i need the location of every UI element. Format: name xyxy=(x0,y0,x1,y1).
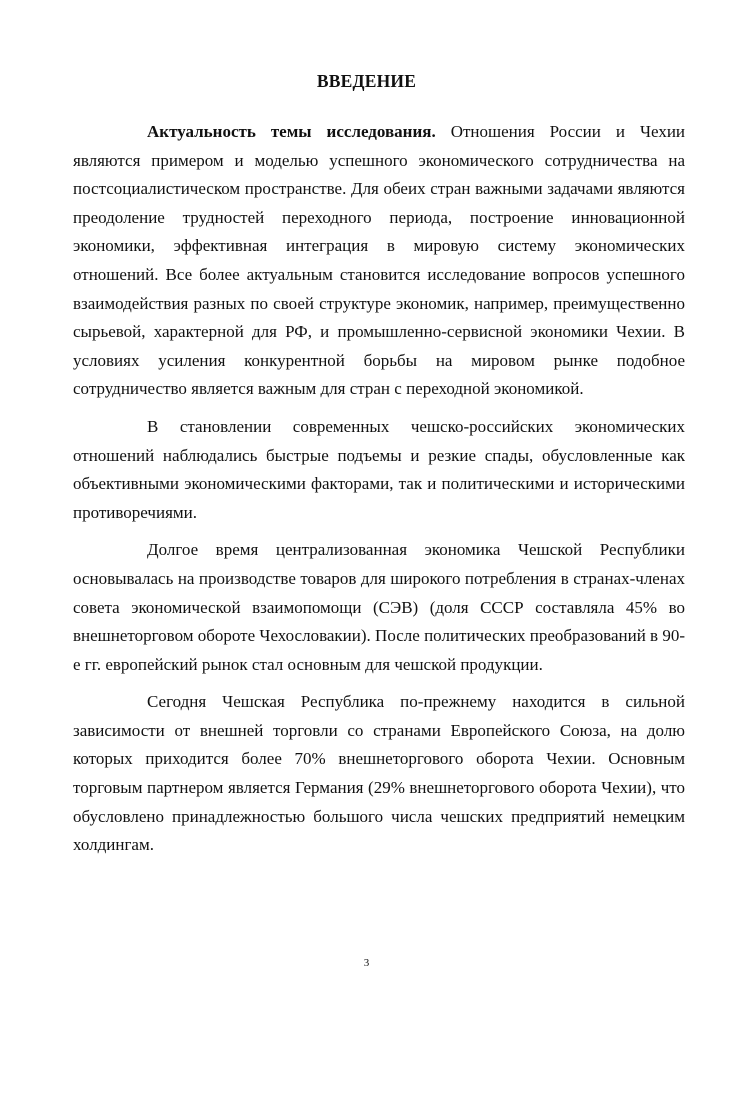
paragraph-text: Отношения России и Чехии являются примером и моделью успешного экономического сотрудничества на постсоциалистическом пространстве. Для обеих стран важными задачами являются преодоление трудностей переходного периода, построение инновационной экономики, эффективная интеграция в мировую систему экономических отношений. Все более актуальным становится исследование вопросов успешного взаимодействия разных по своей структуре экономик, например, преимущественно сырьевой, характерной для РФ, и промышленно-сервисной экономики Чехии. В условиях усиления конкурентной борьбы на мировом рынке подобное сотрудничество является важным для стран с переходной экономикой. xyxy=(73,122,686,399)
section-heading: ВВЕДЕНИЕ xyxy=(316,71,417,91)
page-number: 3 xyxy=(363,957,370,969)
paragraph-formation: В становлении современных чешско-российских экономических отношений наблюдались быстрые подъемы и резкие спады, обусловленные как объективными экономическими факторами, так и политическими и историческими противоречиями. xyxy=(73,416,685,522)
paragraph-relevance xyxy=(73,118,685,404)
paragraph-lead: Актуальность темы исследования. xyxy=(147,122,436,141)
paragraph-today: Сегодня Чешская Республика по-прежнему находится в сильной зависимости от внешней торговли со странами Европейского Союза, на долю которых приходится более 70% внешнеторгового оборота Чехии. Основным торговым партнером является Германия (29% внешнеторгового оборота Чехии), что обусловлено принадлежностью большого числа чешских предприятий немецким холдингам. xyxy=(73,692,685,855)
body-text xyxy=(73,118,685,860)
paragraph-history: Долгое время централизованная экономика Чешской Республики основывалась на производстве товаров для широкого потребления в странах-членах совета экономической взаимопомощи (СЭВ) (доля СССР составляла 45% во внешнеторговом обороте Чехословакии). После политических преобразований в 90-е гг. европейский рынок стал основным для чешской продукции. xyxy=(73,540,685,674)
